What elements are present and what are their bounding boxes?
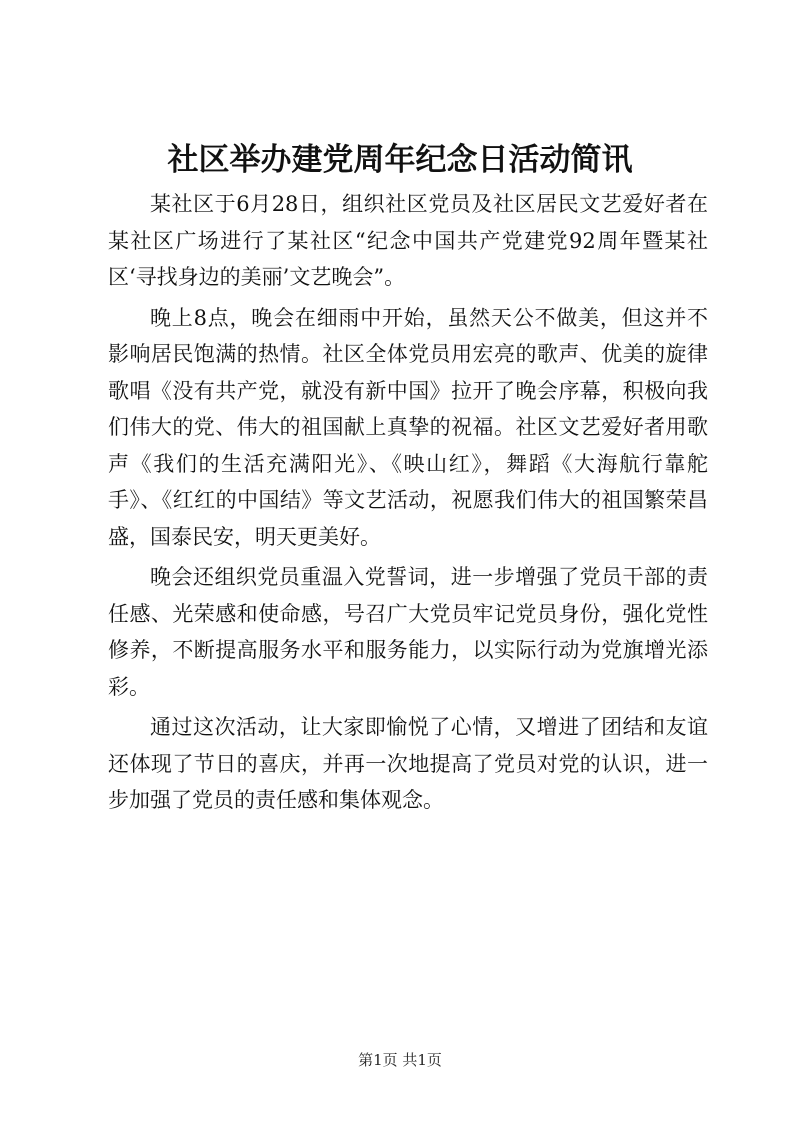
paragraph-1: 某社区于6月28日，组织社区党员及社区居民文艺爱好者在某社区广场进行了某社区“纪念中国共产党建党92周年暨某社区‘寻找身边的美丽’文艺晚会”。 xyxy=(108,192,708,289)
document-title: 社区举办建党周年纪念日活动简讯 xyxy=(167,142,633,178)
document-body xyxy=(108,186,708,819)
paragraph-4: 通过这次活动，让大家即愉悦了心情，又增进了团结和友谊还体现了节日的喜庆，并再一次地提高了党员对党的认识，进一步加强了党员的责任感和集体观念。 xyxy=(108,715,708,812)
page-number-footer: 第1页 共1页 xyxy=(358,1051,442,1069)
paragraph-2: 晚上8点，晚会在细雨中开始，虽然天公不做美，但这并不影响居民饱满的热情。社区全体党员用宏亮的歌声、优美的旋律歌唱《没有共产党，就没有新中国》拉开了晚会序幕，积极向我们伟大的党、伟大的祖国献上真挚的祝福。社区文艺爱好者用歌声《我们的生活充满阳光》、《映山红》，舞蹈《大海航行靠舵手》、《红红的中国结》等文艺活动，祝愿我们伟大的祖国繁荣昌盛，国泰民安，明天更美好。 xyxy=(108,305,708,549)
paragraph-3: 晚会还组织党员重温入党誓词，进一步增强了党员干部的责任感、光荣感和使命感，号召广大党员牢记党员身份，强化党性修养，不断提高服务水平和服务能力，以实际行动为党旗增光添彩。 xyxy=(108,565,708,699)
